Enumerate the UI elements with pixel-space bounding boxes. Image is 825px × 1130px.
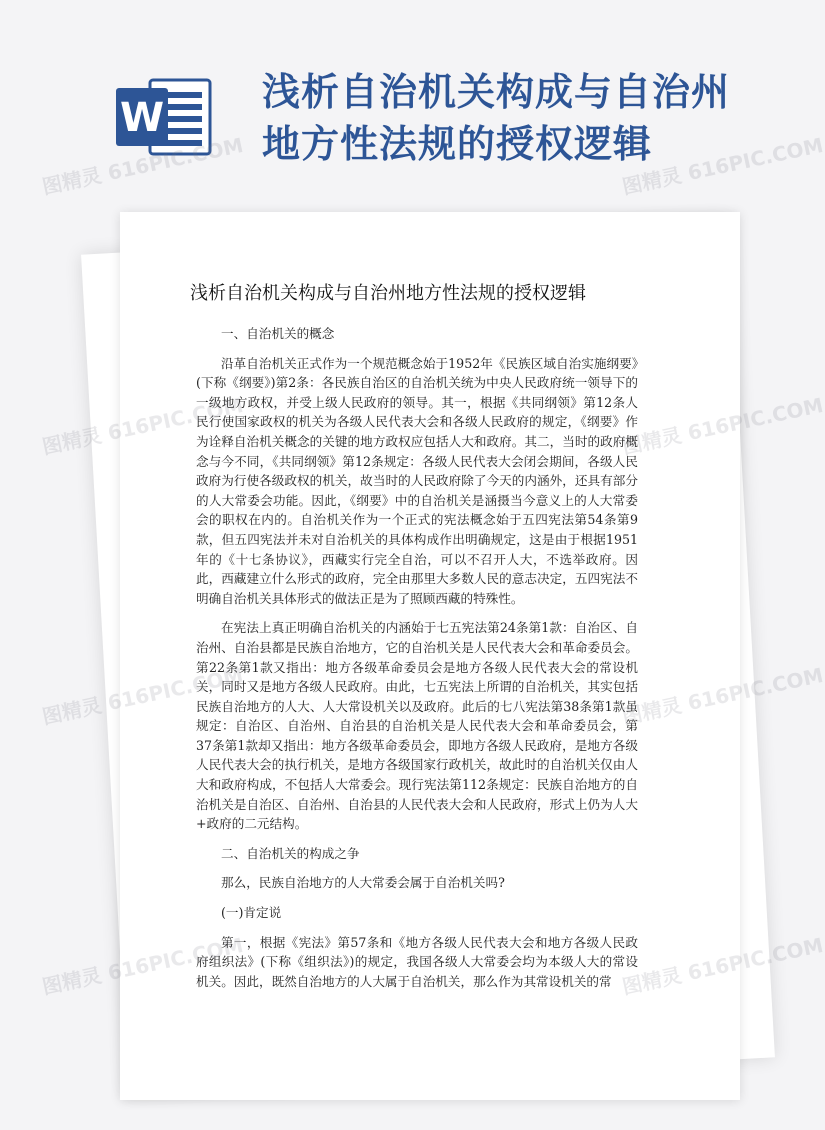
watermark: 图精灵 xyxy=(40,693,104,729)
header-title: 浅析自治机关构成与自治州地方性法规的授权逻辑 xyxy=(262,70,731,166)
watermark: 图精灵 616PIC.COM xyxy=(40,132,246,199)
word-document-icon xyxy=(116,76,216,158)
paragraph: 在宪法上真正明确自治机关的内涵始于七五宪法第24条第1款：自治区、自治州、自治县都是民族自治地方，它的自治机关是人民代表大会和革命委员会。第22条第1款又指出：地方各级革命委员会是地方各级人民代表大会的常设机关，同时又是地方各级人民政府。由此，七五宪法上所谓的自治机关，其实包括民族自治地方的人大、人大常设机关以及政府。此后的七八宪法第38条第1款虽规定：自治区、自治州、自治县的自治机关是人民代表大会和革命委员会，第37条第1款却又指出：地方各级革命委员会，即地方各级人民政府，是地方各级人民代表大会的执行机关，是地方各级国家行政机关，故此时的自治机关仅由人大和政府构成，不包括人大常委会。现行宪法第112条规定：民族自治地方的自治机关是自治区、自治州、自治县的人民代表大会和人民政府，形式上仍为人大+政府的二元结构。 xyxy=(196,620,638,832)
paragraph: 沿革自治机关正式作为一个规范概念始于1952年《民族区域自治实施纲要》(下称《纲要》)第2条：各民族自治区的自治机关统为中央人民政府统一领导下的一级地方政权，并受上级人民政府的领导。其一，根据《共同纲领》第12条人民行使国家政权的机关为各级人民代表大会和各级人民政府的规定，《纲要》作为诠释自治机关概念的关键的地方政权应包括人大和政府。其二，当时的政府概念与今不同，《共同纲领》第12条规定：各级人民代表大会闭会期间，各级人民政府为行使各级政权的机关，故当时的人民政府除了今天的内涵外，还具有部分的人大常委会功能。因此，《纲要》中的自治机关是涵摄当今意义上的人大常委会的职权在内的。自治机关作为一个正式的宪法概念始于五四宪法第54条第9款，但五四宪法并未对自治机关的具体构成作出明确规定，这是由于根据1951年的《十七条协议》，西藏实行完全自治，可以不召开人大，不选举政府。因此，西藏建立什么形式的政府，完全由那里大多数人民的意志决定，五四宪法不明确自治机关具体形式的做法正是为了照顾西藏的特殊性。 xyxy=(196,355,638,606)
watermark: 616PIC.COM xyxy=(685,392,825,446)
document-title: 浅析自治机关构成与自治州地方性法规的授权逻辑 xyxy=(190,283,586,304)
paragraph: 第一，根据《宪法》第57条和《地方各级人民代表大会和地方各级人民政府组织法》(下称《组织法》)的规定，我国各级人大常委会均为本级人大的常设机关。因此，既然自治地方的人大属于自治机关，那么作为其常设机关的常 xyxy=(196,934,638,989)
watermark: 图精灵 xyxy=(40,963,104,999)
word-icon-letter: W xyxy=(119,95,165,141)
subsection-heading: (一)肯定说 xyxy=(221,905,282,921)
document-page xyxy=(120,212,740,1100)
section-heading: 二、自治机关的构成之争 xyxy=(221,845,360,861)
section-heading: 一、自治机关的概念 xyxy=(221,326,335,341)
watermark: 图精灵 xyxy=(40,423,104,459)
document-body xyxy=(196,324,638,1001)
watermark: 图精灵 616PIC.COM xyxy=(620,132,825,199)
watermark: 616PIC.COM xyxy=(685,662,825,716)
paragraph: 那么，民族自治地方的人大常委会属于自治机关吗? xyxy=(221,875,505,891)
